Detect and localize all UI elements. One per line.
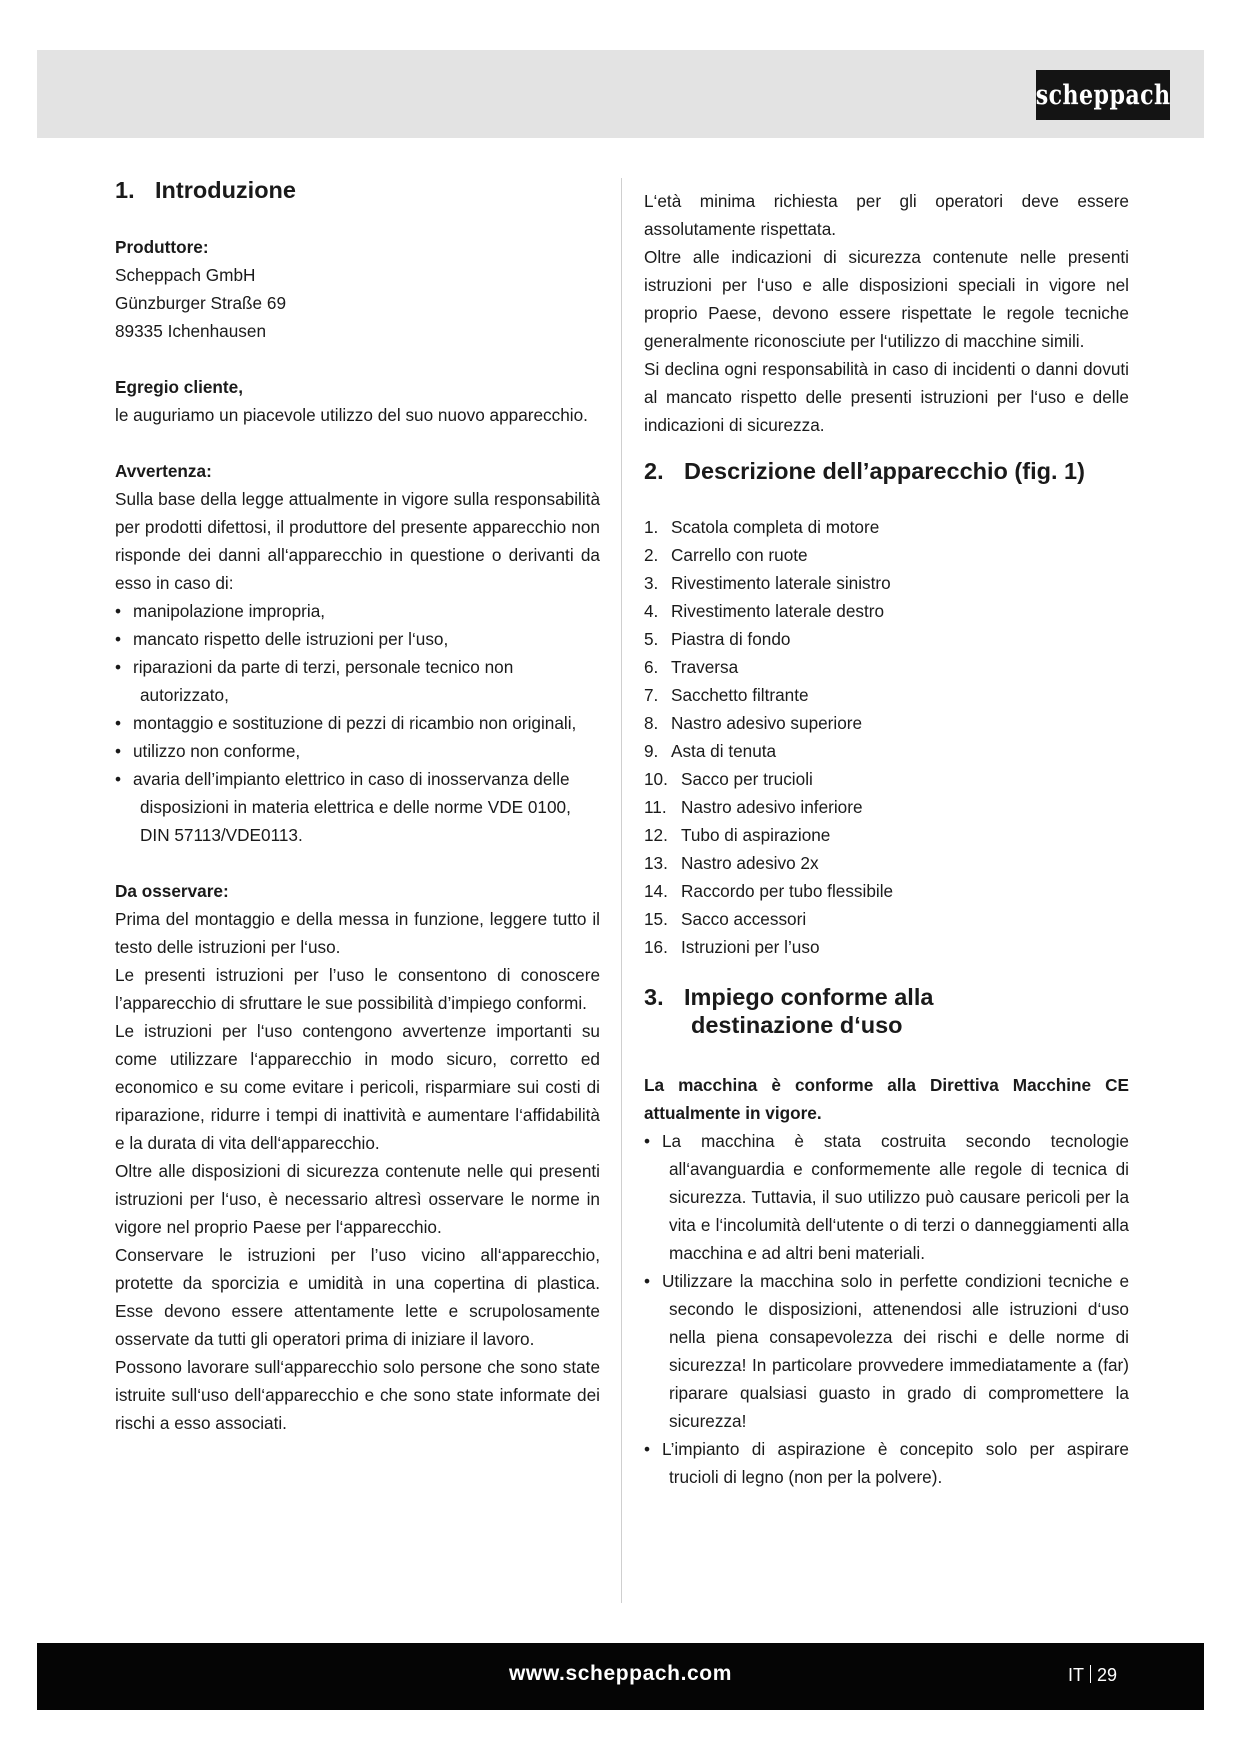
observe-paragraph: Prima del montaggio e della messa in funzione, leggere tutto il testo delle istruzioni per l‘uso. <box>115 909 600 957</box>
list-item: • riparazioni da parte di terzi, personale tecnico non autorizzato, <box>115 653 600 709</box>
intro-paragraph: L‘età minima richiesta per gli operatori deve essere assolutamente rispettata. <box>644 191 1129 239</box>
manufacturer-name: Scheppach GmbH <box>115 265 256 285</box>
list-item: 11. Nastro adesivo inferiore <box>644 797 863 817</box>
list-item: 12. Tubo di aspirazione <box>644 825 831 845</box>
usage-list <box>644 1127 1129 1491</box>
list-item: 1. Scatola completa di motore <box>644 517 880 537</box>
list-item: 6. Traversa <box>644 657 739 677</box>
list-item: 14. Raccordo per tubo flessibile <box>644 881 894 901</box>
greeting-label: Egregio cliente, <box>115 377 243 397</box>
list-item: 16. Istruzioni per l’uso <box>644 937 820 957</box>
manufacturer-street: Günzburger Straße 69 <box>115 293 287 313</box>
list-item: • mancato rispetto delle istruzioni per l‘uso, <box>115 625 600 653</box>
list-item: 15. Sacco accessori <box>644 909 807 929</box>
warning-list <box>115 597 600 849</box>
observe-paragraph: Oltre alle disposizioni di sicurezza contenute nelle qui presenti istruzioni per l‘uso, è necessario altresì osservare le norme in vigore nel proprio Paese per l‘apparecchio. <box>115 1161 600 1237</box>
intro-paragraph: Oltre alle indicazioni di sicurezza contenute nelle presenti istruzioni per l‘uso e alle disposizioni speciali in vigore nel proprio Paese, devono essere rispettate le regole tecniche generalmente riconosciute per l‘utilizzo di macchine simili. <box>644 247 1129 351</box>
list-item: 10. Sacco per trucioli <box>644 769 813 789</box>
list-item: • L’impianto di aspirazione è concepito solo per aspirare trucioli di legno (non per la polvere). <box>644 1435 1129 1491</box>
list-item: • montaggio e sostituzione di pezzi di ricambio non originali, <box>115 709 600 737</box>
intro-paragraph: Si declina ogni responsabilità in caso di incidenti o danni dovuti al mancato rispetto delle presenti istruzioni per l‘uso e delle indicazioni di sicurezza. <box>644 359 1129 435</box>
manufacturer-city: 89335 Ichenhausen <box>115 321 267 341</box>
list-item: 5. Piastra di fondo <box>644 629 791 649</box>
section-1-heading: 1. Introduzione <box>115 177 296 203</box>
list-item: 3. Rivestimento laterale sinistro <box>644 573 891 593</box>
manufacturer-label: Produttore: <box>115 237 209 257</box>
section-3-heading-line-2: destinazione d‘uso <box>691 1012 903 1038</box>
warning-label: Avvertenza: <box>115 461 212 481</box>
conformity-statement: La macchina è conforme alla Direttiva Macchine CE attualmente in vigore. <box>644 1075 1129 1123</box>
list-item: • manipolazione impropria, <box>115 597 600 625</box>
list-item: • avaria dell’impianto elettrico in caso di inosservanza delle disposizioni in materia elettrica e delle norme VDE 0100, DIN 57113/VDE0113. <box>115 765 600 849</box>
observe-paragraph: Conservare le istruzioni per l’uso vicino all‘apparecchio, protette da sporcizia e umidità in una copertina di plastica. Esse devono essere attentamente lette e scrupolosamente osservate da tutti gli operatori prima di iniziare il lavoro. <box>115 1245 600 1349</box>
list-item: • utilizzo non conforme, <box>115 737 600 765</box>
warning-text: Sulla base della legge attualmente in vigore sulla responsabilità per prodotti difettosi, il produttore del presente apparecchio non risponde dei danni all‘apparecchio in questione o derivanti da esso in caso di: <box>115 489 600 593</box>
left-column <box>115 175 600 1437</box>
list-item: 8. Nastro adesivo superiore <box>644 713 863 733</box>
right-column <box>644 175 1129 1491</box>
list-item: 7. Sacchetto filtrante <box>644 685 809 705</box>
footer-website-link[interactable]: www.scheppach.com <box>509 1662 732 1685</box>
list-item: 9. Asta di tenuta <box>644 741 777 761</box>
parts-list <box>644 513 1129 961</box>
section-3-heading: 3. Impiego conforme alla <box>644 984 934 1010</box>
list-item: 2. Carrello con ruote <box>644 545 808 565</box>
observe-paragraph: Le istruzioni per l‘uso contengono avvertenze importanti su come utilizzare l‘apparecchio in modo sicuro, corretto ed economico e su come evitare i pericoli, risparmiare sui costi di riparazione, ridurre i tempi di inattività e aumentare l‘affidabilità e la durata di vita dell‘apparecchio. <box>115 1021 600 1153</box>
page-number: IT 29 <box>1068 1665 1118 1685</box>
list-item: • Utilizzare la macchina solo in perfette condizioni tecniche e secondo le disposizioni, attenendosi alle istruzioni d‘uso nella piena consapevolezza dei rischi e delle norme di sicurezza! In particolare provvedere immediatamente a (far) riparare qualsiasi guasto in grado di compromettere la sicurezza! <box>644 1267 1129 1435</box>
brand-logo: scheppach <box>1036 70 1170 120</box>
observe-paragraph: Possono lavorare sull‘apparecchio solo persone che sono state istruite sull‘uso dell‘apparecchio e che sono state informate dei rischi a esso associati. <box>115 1357 600 1433</box>
list-item: • La macchina è stata costruita secondo tecnologie all‘avanguardia e conformemente alle regole di tecnica di sicurezza. Tuttavia, il suo utilizzo può causare pericoli per la vita e l‘incolumità dell‘utente o di terzi o danneggiamenti alla macchina e ad altri beni materiali. <box>644 1127 1129 1267</box>
observe-label: Da osservare: <box>115 881 229 901</box>
list-item: 13. Nastro adesivo 2x <box>644 853 819 873</box>
greeting-text: le auguriamo un piacevole utilizzo del suo nuovo apparecchio. <box>115 405 588 425</box>
list-item: 4. Rivestimento laterale destro <box>644 601 885 621</box>
section-2-heading: 2. Descrizione dell’apparecchio (fig. 1) <box>644 458 1085 484</box>
header-band <box>37 50 1204 138</box>
observe-paragraph: Le presenti istruzioni per l’uso le consentono di conoscere l’apparecchio di sfruttare le sue possibilità d’impiego conformi. <box>115 965 600 1013</box>
column-divider <box>621 178 622 1603</box>
